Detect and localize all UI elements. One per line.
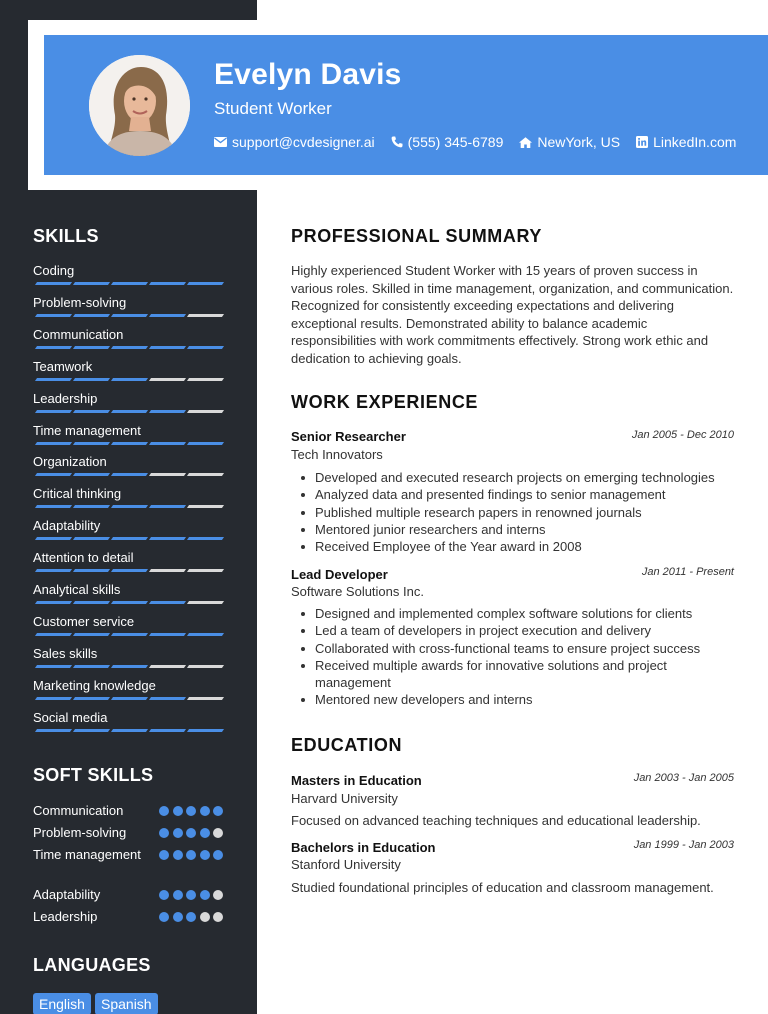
school-name: Stanford University bbox=[291, 857, 401, 872]
rating-dot bbox=[186, 850, 196, 860]
skill-row bbox=[33, 678, 223, 693]
skill-level-segment bbox=[187, 378, 224, 381]
skill-row bbox=[33, 423, 223, 438]
soft-skill-rating bbox=[159, 850, 229, 860]
skill-level-segment bbox=[149, 314, 186, 317]
skill-level-segment bbox=[187, 697, 224, 700]
skill-row bbox=[33, 646, 223, 661]
experience-heading: WORK EXPERIENCE bbox=[291, 392, 479, 412]
soft-skill-name: Leadership bbox=[33, 909, 98, 924]
contact-phone[interactable] bbox=[391, 134, 504, 150]
job-dates: Jan 2011 - Present bbox=[641, 566, 734, 578]
skill-level-bar bbox=[33, 633, 223, 637]
skill-name: Problem-solving bbox=[33, 294, 127, 310]
skill-level-segment bbox=[149, 505, 186, 508]
skill-level-segment bbox=[149, 569, 186, 572]
skill-level-segment bbox=[73, 633, 110, 636]
skill-name: Marketing knowledge bbox=[33, 677, 156, 693]
skill-row bbox=[33, 486, 223, 501]
skill-row bbox=[33, 263, 223, 278]
skill-level-segment bbox=[187, 729, 224, 732]
education-heading: EDUCATION bbox=[291, 735, 403, 755]
skill-level-segment bbox=[73, 537, 110, 540]
skill-name: Sales skills bbox=[33, 645, 98, 661]
skill-level-segment bbox=[187, 537, 224, 540]
skill-level-bar bbox=[33, 314, 223, 318]
skill-level-segment bbox=[149, 537, 186, 540]
skill-level-segment bbox=[35, 473, 72, 476]
skill-name: Attention to detail bbox=[33, 550, 134, 566]
location-text: NewYork, US bbox=[537, 134, 621, 150]
skill-level-segment bbox=[149, 665, 186, 668]
job-dates: Jan 2005 - Dec 2010 bbox=[631, 429, 734, 441]
skill-name: Adaptability bbox=[33, 518, 101, 534]
job-company: Tech Innovators bbox=[291, 447, 383, 462]
skill-name: Communication bbox=[33, 326, 124, 342]
skill-level-segment bbox=[35, 505, 72, 508]
skill-level-segment bbox=[187, 665, 224, 668]
skill-row bbox=[33, 614, 223, 629]
rating-dot bbox=[186, 890, 196, 900]
rating-dot bbox=[159, 828, 169, 838]
soft-skill-rating bbox=[159, 828, 229, 838]
skill-level-segment bbox=[111, 729, 148, 732]
soft-skill-row bbox=[33, 908, 223, 926]
list-item: Collaborated with cross-functional teams to ensure project success bbox=[315, 640, 735, 657]
skill-level-segment bbox=[111, 633, 148, 636]
skill-level-segment bbox=[111, 697, 148, 700]
rating-dot bbox=[159, 850, 169, 860]
skill-level-bar bbox=[33, 697, 223, 701]
skill-level-segment bbox=[187, 633, 224, 636]
skill-level-bar bbox=[33, 537, 223, 541]
skill-level-segment bbox=[149, 442, 186, 445]
rating-dot bbox=[173, 890, 183, 900]
contact-email[interactable] bbox=[214, 134, 375, 150]
phone-icon bbox=[391, 136, 403, 148]
skill-level-segment bbox=[187, 314, 224, 317]
skill-level-segment bbox=[149, 729, 186, 732]
rating-dot bbox=[173, 850, 183, 860]
skill-level-segment bbox=[73, 378, 110, 381]
skill-level-segment bbox=[187, 346, 224, 349]
contact-row bbox=[214, 133, 736, 151]
skill-level-segment bbox=[111, 665, 148, 668]
candidate-name: Evelyn Davis bbox=[214, 58, 402, 91]
school-name: Harvard University bbox=[291, 791, 398, 806]
soft-skill-rating bbox=[159, 912, 229, 922]
summary-text: Highly experienced Student Worker with 15 years of proven success in various roles. Skilled in time management, organization, and communication. Recognized for consistently exceeding expectations and delivering exceptional results. Demonstrated ability to balance academic responsibilities with work commitments effectively. Strong work ethic and dedication to achieving goals. bbox=[291, 263, 734, 366]
skill-level-segment bbox=[35, 633, 72, 636]
skill-level-segment bbox=[111, 537, 148, 540]
skill-row bbox=[33, 582, 223, 597]
contact-location bbox=[519, 134, 620, 150]
list-item: Analyzed data and presented findings to senior management bbox=[315, 486, 735, 503]
skill-level-segment bbox=[187, 505, 224, 508]
skill-level-segment bbox=[35, 314, 72, 317]
rating-dot bbox=[159, 912, 169, 922]
skill-level-segment bbox=[73, 282, 110, 285]
email-text: support@cvdesigner.ai bbox=[232, 134, 375, 150]
home-icon bbox=[519, 137, 532, 148]
skill-level-segment bbox=[35, 346, 72, 349]
skill-level-segment bbox=[35, 697, 72, 700]
skill-name: Customer service bbox=[33, 613, 135, 629]
skill-level-bar bbox=[33, 505, 223, 509]
skill-level-segment bbox=[73, 442, 110, 445]
skill-level-segment bbox=[73, 697, 110, 700]
skill-level-segment bbox=[73, 729, 110, 732]
skill-level-segment bbox=[73, 505, 110, 508]
skill-level-segment bbox=[111, 282, 148, 285]
skill-level-segment bbox=[187, 473, 224, 476]
skill-level-segment bbox=[35, 410, 72, 413]
skill-level-segment bbox=[35, 665, 72, 668]
skill-level-segment bbox=[149, 473, 186, 476]
rating-dot bbox=[200, 806, 210, 816]
skill-level-bar bbox=[33, 729, 223, 733]
skill-level-bar bbox=[33, 442, 223, 446]
skill-level-segment bbox=[149, 410, 186, 413]
skill-row bbox=[33, 327, 223, 342]
skill-level-segment bbox=[35, 282, 72, 285]
skill-level-bar bbox=[33, 378, 223, 382]
skill-level-segment bbox=[149, 346, 186, 349]
soft-skill-row bbox=[33, 802, 223, 820]
skill-level-segment bbox=[111, 314, 148, 317]
skill-level-segment bbox=[111, 569, 148, 572]
list-item: Published multiple research papers in renowned journals bbox=[315, 504, 735, 521]
skill-row bbox=[33, 710, 223, 725]
soft-skill-name: Time management bbox=[33, 847, 141, 862]
list-item: Led a team of developers in project execution and delivery bbox=[315, 622, 735, 639]
list-item: Received Employee of the Year award in 2008 bbox=[315, 538, 735, 555]
rating-dot bbox=[213, 912, 223, 922]
skill-name: Critical thinking bbox=[33, 486, 122, 502]
skill-level-segment bbox=[73, 410, 110, 413]
phone-text: (555) 345-6789 bbox=[407, 134, 504, 150]
skill-name: Coding bbox=[33, 263, 75, 278]
rating-dot bbox=[186, 828, 196, 838]
skill-level-bar bbox=[33, 282, 223, 286]
rating-dot bbox=[200, 850, 210, 860]
job-title: Senior Researcher bbox=[291, 429, 406, 444]
linkedin-icon bbox=[636, 136, 648, 148]
summary-heading: PROFESSIONAL SUMMARY bbox=[291, 226, 543, 246]
list-item: Developed and executed research projects on emerging technologies bbox=[315, 469, 735, 486]
skill-level-segment bbox=[111, 601, 148, 604]
degree-description: Studied foundational principles of education and classroom management. bbox=[291, 880, 714, 895]
skill-row bbox=[33, 518, 223, 533]
skill-row bbox=[33, 454, 223, 469]
skill-level-segment bbox=[149, 282, 186, 285]
skills-heading: SKILLS bbox=[33, 226, 99, 246]
soft-skill-row bbox=[33, 824, 223, 842]
candidate-role: Student Worker bbox=[214, 99, 332, 118]
skill-level-segment bbox=[149, 697, 186, 700]
skill-level-segment bbox=[73, 473, 110, 476]
skill-level-segment bbox=[149, 378, 186, 381]
skill-level-bar bbox=[33, 473, 223, 477]
language-badge-spanish: Spanish bbox=[95, 993, 158, 1014]
degree-description: Focused on advanced teaching techniques and educational leadership. bbox=[291, 813, 701, 828]
skill-level-segment bbox=[149, 601, 186, 604]
skill-level-segment bbox=[111, 442, 148, 445]
skill-name: Time management bbox=[33, 422, 141, 438]
rating-dot bbox=[213, 828, 223, 838]
skill-level-segment bbox=[35, 569, 72, 572]
rating-dot bbox=[173, 828, 183, 838]
rating-dot bbox=[186, 912, 196, 922]
skill-level-bar bbox=[33, 601, 223, 605]
rating-dot bbox=[200, 890, 210, 900]
rating-dot bbox=[200, 828, 210, 838]
skill-level-bar bbox=[33, 569, 223, 573]
skill-level-segment bbox=[35, 442, 72, 445]
skill-level-segment bbox=[35, 378, 72, 381]
list-item: Received multiple awards for innovative solutions and project management bbox=[315, 657, 735, 692]
skill-name: Leadership bbox=[33, 390, 98, 406]
skill-level-segment bbox=[73, 346, 110, 349]
skill-level-segment bbox=[111, 378, 148, 381]
degree-dates: Jan 1999 - Jan 2003 bbox=[633, 839, 734, 851]
skill-level-segment bbox=[73, 665, 110, 668]
skill-level-segment bbox=[187, 569, 224, 572]
soft-skills-heading: SOFT SKILLS bbox=[33, 765, 154, 785]
rating-dot bbox=[200, 912, 210, 922]
rating-dot bbox=[173, 912, 183, 922]
envelope-icon bbox=[214, 137, 227, 147]
rating-dot bbox=[213, 806, 223, 816]
skill-level-segment bbox=[111, 346, 148, 349]
list-item: Designed and implemented complex software solutions for clients bbox=[315, 605, 735, 622]
skill-name: Analytical skills bbox=[33, 582, 121, 597]
job-company: Software Solutions Inc. bbox=[291, 584, 424, 599]
skill-name: Organization bbox=[33, 454, 107, 470]
soft-skill-name: Problem-solving bbox=[33, 825, 127, 840]
rating-dot bbox=[159, 890, 169, 900]
skill-level-segment bbox=[187, 442, 224, 445]
skill-row bbox=[33, 359, 223, 374]
soft-skill-row bbox=[33, 846, 223, 864]
soft-skill-rating bbox=[159, 890, 229, 900]
skill-name: Teamwork bbox=[33, 358, 93, 374]
linkedin-text: LinkedIn.com bbox=[653, 134, 737, 150]
list-item: Mentored new developers and interns bbox=[315, 691, 735, 708]
skill-level-segment bbox=[111, 410, 148, 413]
skill-level-segment bbox=[187, 601, 224, 604]
skill-level-bar bbox=[33, 410, 223, 414]
skill-row bbox=[33, 295, 223, 310]
rating-dot bbox=[159, 806, 169, 816]
skill-level-segment bbox=[35, 537, 72, 540]
skill-level-segment bbox=[187, 410, 224, 413]
job-bullets bbox=[315, 469, 735, 555]
degree-title: Masters in Education bbox=[291, 773, 422, 788]
skill-level-segment bbox=[73, 601, 110, 604]
list-item: Mentored junior researchers and interns bbox=[315, 521, 735, 538]
language-badge-english: English bbox=[33, 993, 91, 1014]
skill-level-bar bbox=[33, 346, 223, 350]
skill-row bbox=[33, 391, 223, 406]
soft-skill-rating bbox=[159, 806, 229, 816]
rating-dot bbox=[213, 850, 223, 860]
skill-row bbox=[33, 550, 223, 565]
skill-level-segment bbox=[187, 282, 224, 285]
contact-linkedin[interactable] bbox=[636, 134, 736, 150]
degree-title: Bachelors in Education bbox=[291, 840, 436, 855]
skill-level-segment bbox=[111, 473, 148, 476]
skill-level-segment bbox=[35, 729, 72, 732]
profile-photo bbox=[89, 55, 190, 156]
languages-heading: LANGUAGES bbox=[33, 955, 151, 975]
skill-level-segment bbox=[149, 633, 186, 636]
skill-level-segment bbox=[73, 569, 110, 572]
rating-dot bbox=[213, 890, 223, 900]
skill-name: Social media bbox=[33, 709, 108, 725]
rating-dot bbox=[186, 806, 196, 816]
skill-level-segment bbox=[111, 505, 148, 508]
skill-level-segment bbox=[35, 601, 72, 604]
job-title: Lead Developer bbox=[291, 567, 388, 582]
soft-skill-name: Communication bbox=[33, 803, 124, 818]
job-bullets bbox=[315, 605, 735, 709]
rating-dot bbox=[173, 806, 183, 816]
degree-dates: Jan 2003 - Jan 2005 bbox=[633, 772, 734, 784]
skill-level-bar bbox=[33, 665, 223, 669]
skill-level-segment bbox=[73, 314, 110, 317]
soft-skill-name: Adaptability bbox=[33, 887, 101, 902]
soft-skill-row bbox=[33, 886, 223, 904]
